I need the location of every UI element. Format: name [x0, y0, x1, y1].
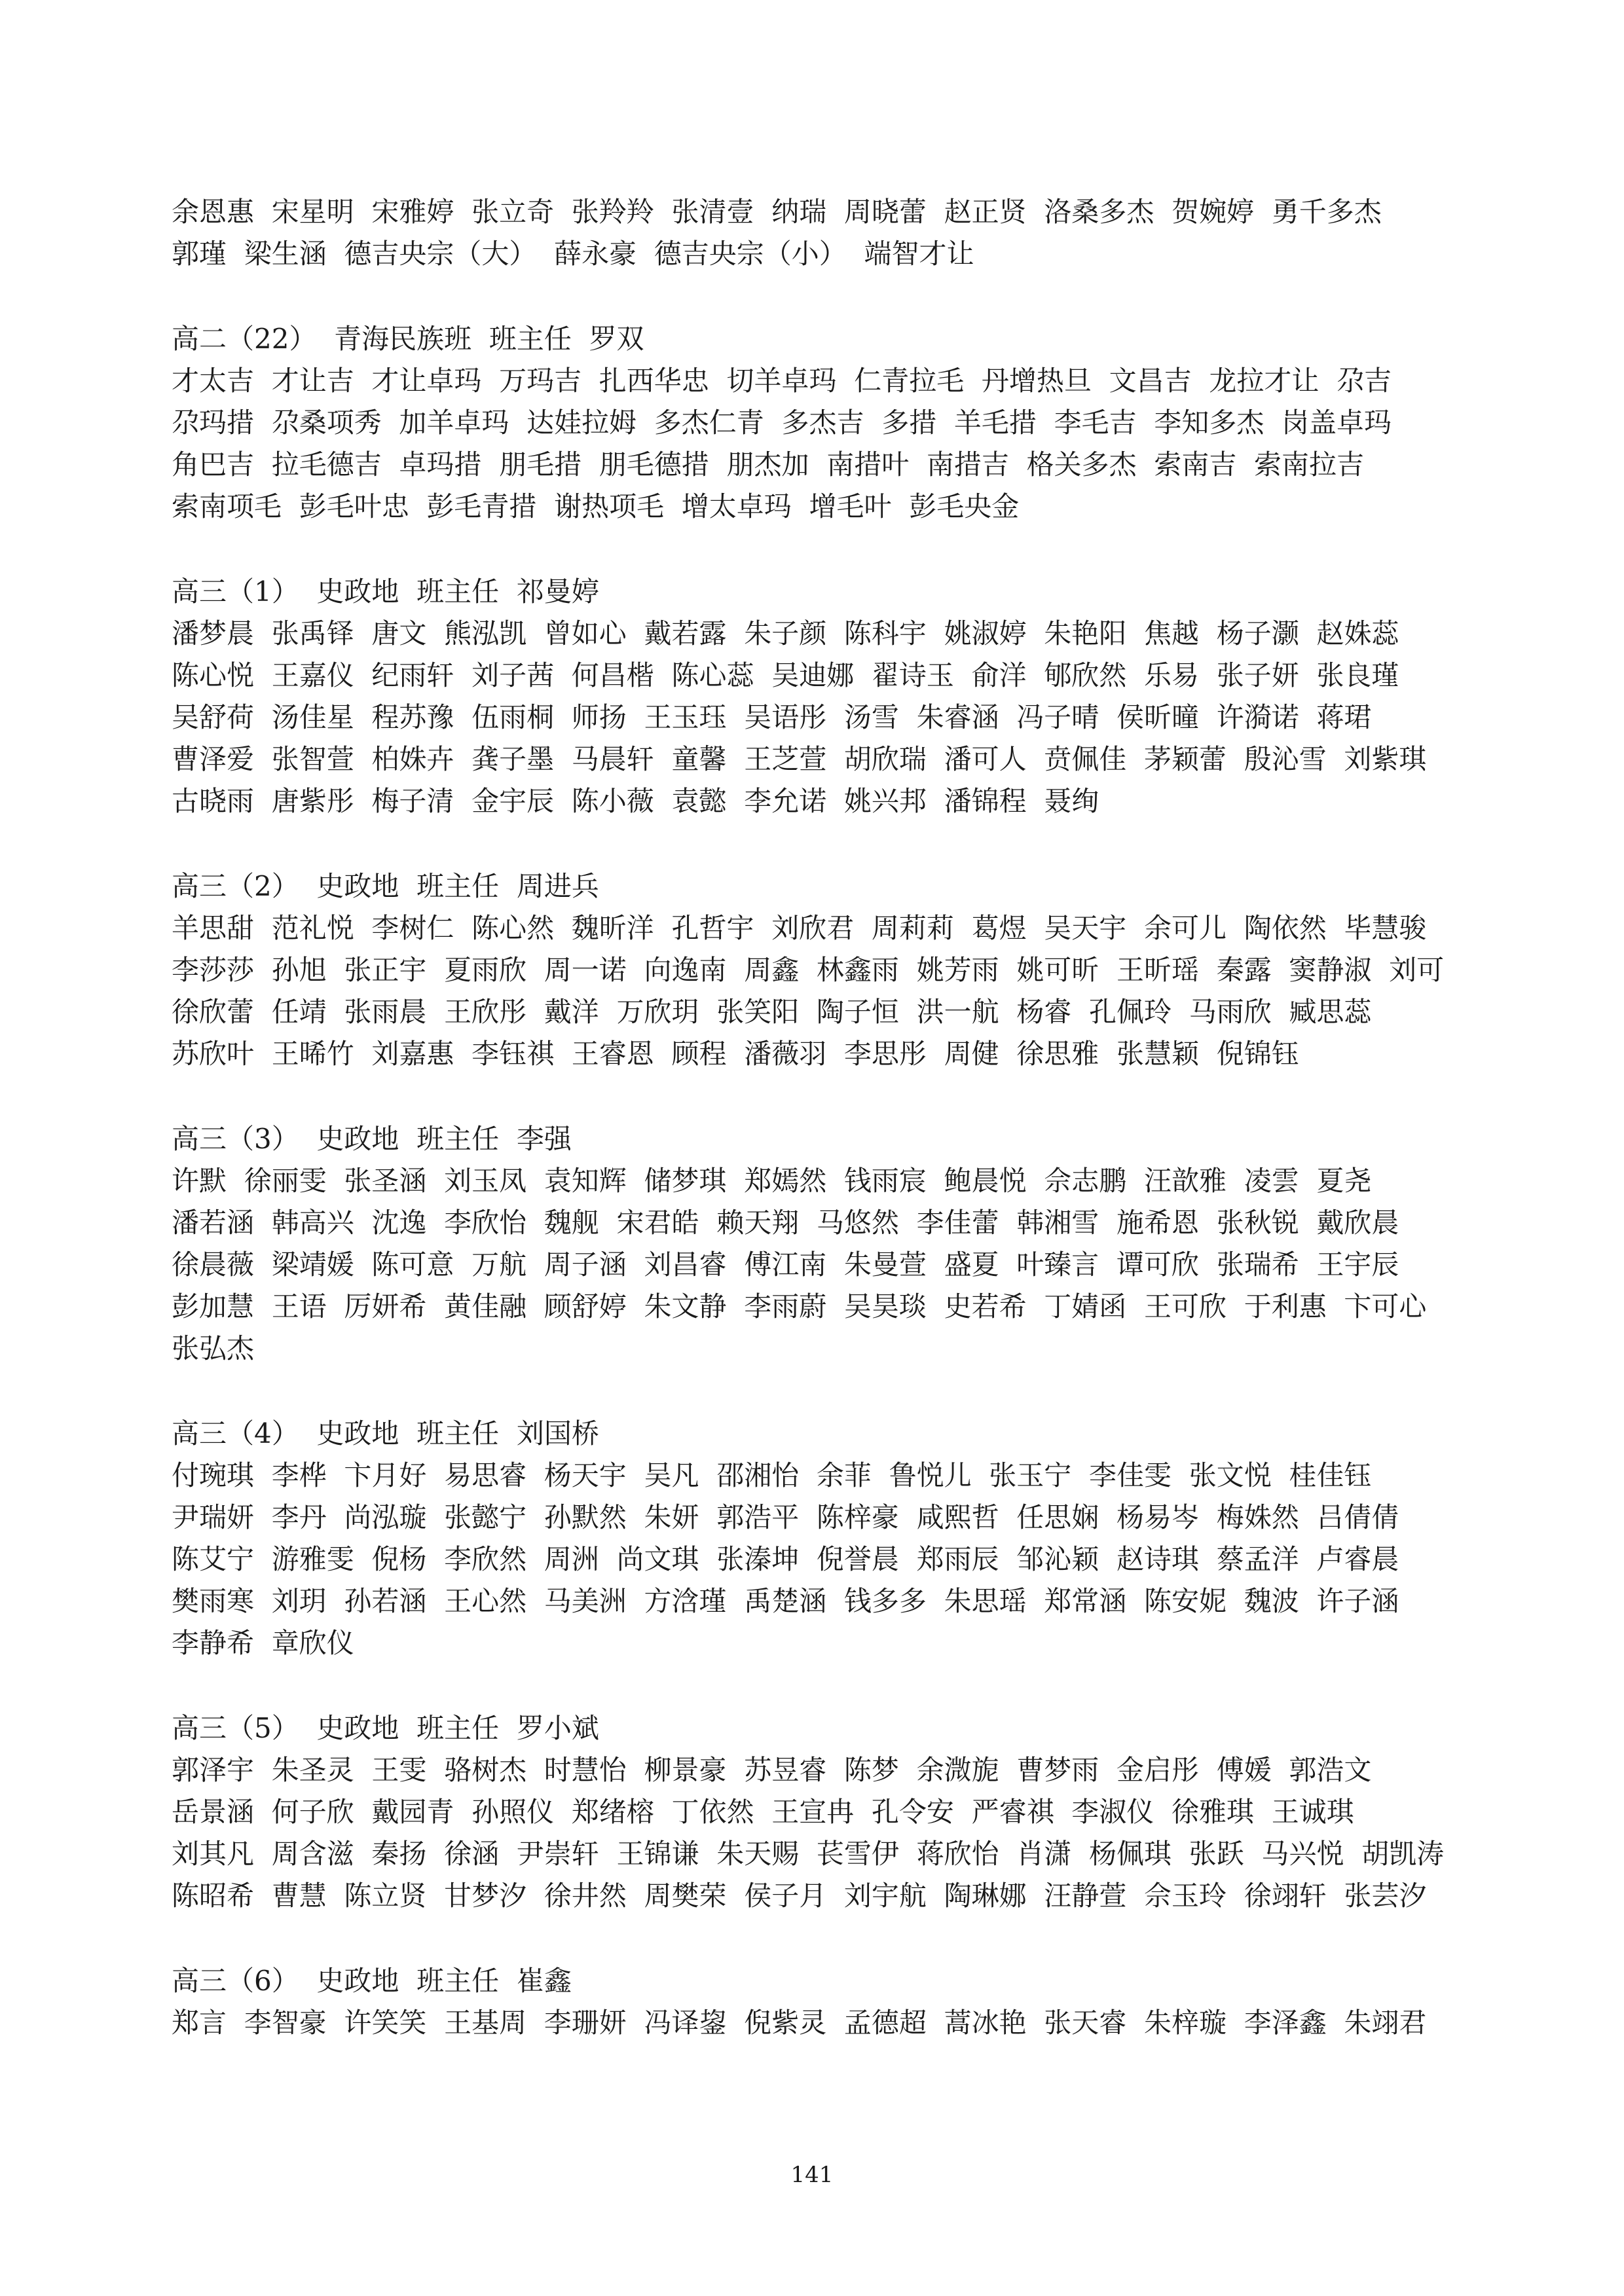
name-line: 刘其凡 周含滋 秦扬 徐涵 尹崇轩 王锦谦 朱天赐 苌雪伊 蒋欣怡 肖潇 杨佩琪 张跃 马兴悦 胡凯涛: [172, 1838, 1445, 1870]
name-line: 尕玛措 尕桑项秀 加羊卓玛 达娃拉姆 多杰仁青 多杰吉 多措 羊毛措 李毛吉 李知多杰 岗盖卓玛: [172, 407, 1392, 439]
page-number: 141: [790, 2162, 834, 2188]
class-section: [172, 318, 1475, 528]
class-heading: 高三（3） 史政地 班主任 李强: [172, 1123, 572, 1155]
name-line: 郭瑾 梁生涵 德吉央宗（大） 薛永豪 德吉央宗（小） 端智才让: [172, 238, 974, 270]
name-list: [172, 907, 1475, 1075]
name-list: [172, 1749, 1475, 1917]
class-section: [172, 1707, 1475, 1917]
name-line: 张弘杰: [172, 1332, 255, 1364]
name-line: 陈昭希 曹慧 陈立贤 甘梦汐 徐井然 周樊荣 侯子月 刘宇航 陶琳娜 汪静萱 佘玉玲 徐翊轩 张芸汐: [172, 1880, 1427, 1912]
name-line: 徐晨薇 梁靖媛 陈可意 万航 周子涵 刘昌睿 傅江南 朱曼萱 盛夏 叶臻言 谭可欣 张瑞希 王宇辰: [172, 1248, 1399, 1281]
name-line: 郑言 李智豪 许笑笑 王基周 李珊妍 冯译鋆 倪紫灵 孟德超 蒿冰艳 张天睿 朱梓璇 李泽鑫 朱翊君: [172, 2007, 1427, 2039]
name-line: 吴舒荷 汤佳星 程苏豫 伍雨桐 师扬 王玉珏 吴语彤 汤雪 朱睿涵 冯子晴 侯昕曈 许漪诺 蒋珺: [172, 701, 1372, 733]
class-heading: 高二（22） 青海民族班 班主任 罗双: [172, 323, 644, 355]
name-line: 李静希 章欣仪: [172, 1627, 354, 1659]
name-list: [172, 191, 1475, 275]
name-line: 苏欣叶 王晞竹 刘嘉惠 李钰祺 王睿恩 顾程 潘薇羽 李思彤 周健 徐思雅 张慧颖 倪锦钰: [172, 1038, 1299, 1070]
class-section: [172, 571, 1475, 822]
class-heading: 高三（4） 史政地 班主任 刘国桥: [172, 1417, 599, 1449]
name-list: [172, 2002, 1475, 2044]
class-heading: 高三（1） 史政地 班主任 祁曼婷: [172, 575, 599, 608]
name-line: 索南项毛 彭毛叶忠 彭毛青措 谢热项毛 增太卓玛 增毛叶 彭毛央金: [172, 490, 1020, 522]
name-list: [172, 360, 1475, 528]
class-roster: [172, 191, 1475, 2087]
name-line: 羊思甜 范礼悦 李树仁 陈心然 魏昕洋 孔哲宇 刘欣君 周莉莉 葛煜 吴天宇 余可儿 陶依然 毕慧骏: [172, 912, 1427, 944]
class-section: [172, 1118, 1475, 1370]
name-line: 樊雨寒 刘玥 孙若涵 王心然 马美洲 方浛瑾 禹楚涵 钱多多 朱思瑶 郑常涵 陈安妮 魏波 许子涵: [172, 1585, 1399, 1617]
name-line: 曹泽爱 张智萱 柏姝卉 龚子墨 马晨轩 童馨 王芝萱 胡欣瑞 潘可人 贲佩佳 茅颖蕾 殷沁雪 刘紫琪: [172, 743, 1427, 775]
name-line: 潘梦晨 张禹铎 唐文 熊泓凯 曾如心 戴若露 朱子颜 陈科宇 姚淑婷 朱艳阳 焦越 杨子灏 赵姝蕊: [172, 617, 1399, 649]
name-line: 才太吉 才让吉 才让卓玛 万玛吉 扎西华忠 切羊卓玛 仁青拉毛 丹增热旦 文昌吉 龙拉才让 尕吉: [172, 365, 1392, 397]
class-heading: 高三（2） 史政地 班主任 周进兵: [172, 870, 599, 902]
name-line: 尹瑞妍 李丹 尚泓璇 张懿宁 孙默然 朱妍 郭浩平 陈梓豪 咸熙哲 任思娴 杨易岑 梅姝然 吕倩倩: [172, 1501, 1399, 1533]
name-line: 陈心悦 王嘉仪 纪雨轩 刘子茜 何昌楷 陈心蕊 吴迪娜 翟诗玉 俞洋 郇欣然 乐易 张子妍 张良瑾: [172, 659, 1399, 691]
name-line: 余恩惠 宋星明 宋雅婷 张立奇 张羚羚 张清壹 纳瑞 周晓蕾 赵正贤 洛桑多杰 贺婉婷 勇千多杰: [172, 196, 1382, 228]
name-line: 岳景涵 何子欣 戴园青 孙照仪 郑绪榕 丁依然 王宣冉 孔令安 严睿祺 李淑仪 徐雅琪 王诚琪: [172, 1796, 1354, 1828]
class-heading: 高三（6） 史政地 班主任 崔鑫: [172, 1965, 572, 1997]
name-line: 古晓雨 唐紫彤 梅子清 金宇辰 陈小薇 袁懿 李允诺 姚兴邦 潘锦程 聂绚: [172, 785, 1099, 817]
class-heading: 高三（5） 史政地 班主任 罗小斌: [172, 1712, 599, 1744]
name-list: [172, 613, 1475, 822]
name-line: 李莎莎 孙旭 张正宇 夏雨欣 周一诺 向逸南 周鑫 林鑫雨 姚芳雨 姚可昕 王昕瑶 秦露 窦静淑 刘可: [172, 954, 1445, 986]
name-line: 付琬琪 李桦 卞月好 易思睿 杨天宇 吴凡 邵湘怡 余菲 鲁悦儿 张玉宁 李佳雯 张文悦 桂佳钰: [172, 1459, 1372, 1491]
name-line: 角巴吉 拉毛德吉 卓玛措 朋毛措 朋毛德措 朋杰加 南措叶 南措吉 格关多杰 索南吉 索南拉吉: [172, 448, 1365, 481]
name-list: [172, 1160, 1475, 1370]
name-line: 陈艾宁 游雅雯 倪杨 李欣然 周洲 尚文琪 张溱坤 倪誉晨 郑雨辰 邹沁颖 赵诗琪 蔡孟洋 卢睿晨: [172, 1543, 1399, 1575]
class-section: [172, 1960, 1475, 2044]
class-section: [172, 866, 1475, 1075]
name-list: [172, 1455, 1475, 1664]
class-section: [172, 1413, 1475, 1664]
name-line: 潘若涵 韩高兴 沈逸 李欣怡 魏舰 宋君皓 赖天翔 马悠然 李佳蕾 韩湘雪 施希恩 张秋锐 戴欣晨: [172, 1207, 1399, 1239]
name-line: 徐欣蕾 任靖 张雨晨 王欣彤 戴洋 万欣玥 张笑阳 陶子恒 洪一航 杨睿 孔佩玲 马雨欣 臧思蕊: [172, 996, 1372, 1028]
roster-continuation: [172, 191, 1475, 275]
name-line: 彭加慧 王语 厉妍希 黄佳融 顾舒婷 朱文静 李雨蔚 吴昊琰 史若希 丁婧函 王可欣 于利惠 卞可心: [172, 1290, 1427, 1322]
name-line: 郭泽宇 朱圣灵 王雯 骆树杰 时慧怡 柳景豪 苏昱睿 陈梦 余溦旎 曹梦雨 金启彤 傅媛 郭浩文: [172, 1754, 1372, 1786]
name-line: 许默 徐丽雯 张圣涵 刘玉凤 袁知辉 储梦琪 郑嫣然 钱雨宸 鲍晨悦 佘志鹏 汪歆雅 凌雲 夏尧: [172, 1165, 1372, 1197]
